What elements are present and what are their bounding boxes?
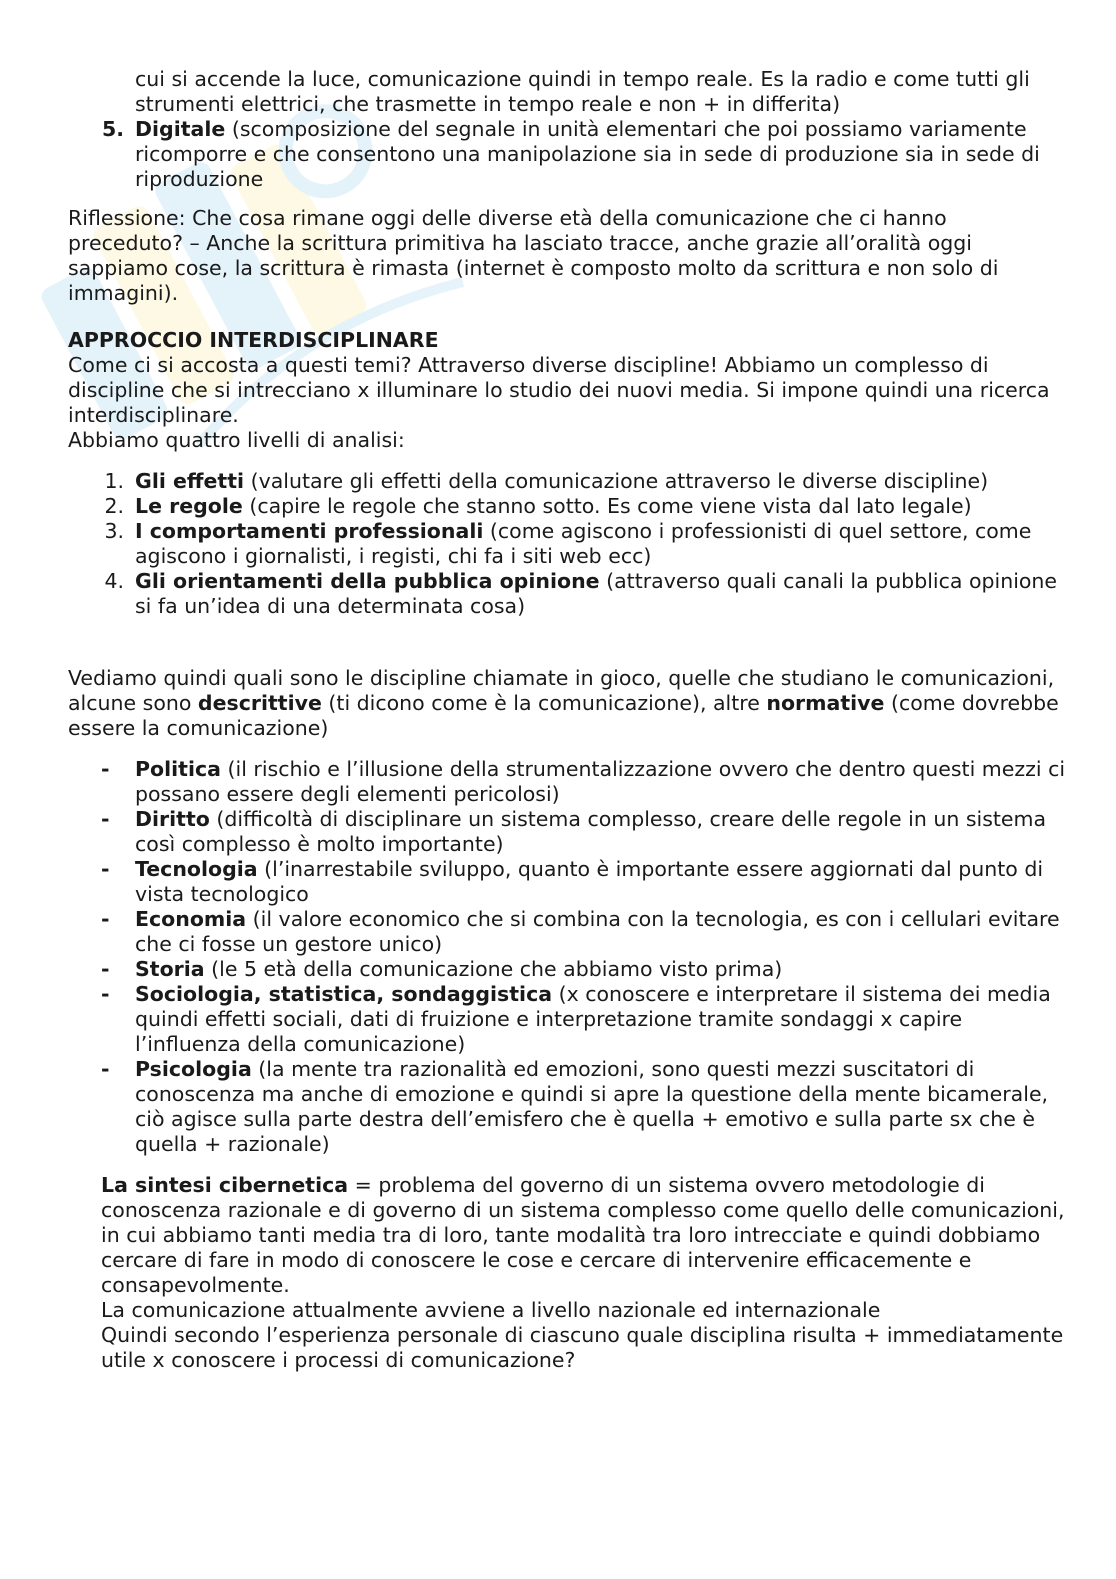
reflection-paragraph: Riflessione: Che cosa rimane oggi delle diverse età della comunicazione che ci hanno preceduto? – Anche la scrittura primitiva ha lasciato tracce, anche grazie all’oralità oggi sappiamo cose, la scrittura è rimasta (internet è composto molto da scrittura e non solo di immagini). xyxy=(68,206,999,305)
list-item-text: (x conoscere e interpretare il sistema dei media quindi effetti sociali, dati di fruizione e interpretazione tramite sondaggi x capire l’influenza della comunicazione) xyxy=(135,982,1051,1056)
list-item-title: Tecnologia xyxy=(135,857,258,881)
list-item-title: Gli effetti xyxy=(135,469,245,493)
list-item-text: (come agiscono i professionisti di quel settore, come agiscono i giornalisti, i registi, chi fa i siti web ecc) xyxy=(135,519,1032,568)
synthesis-paragraph xyxy=(101,1173,1068,1298)
bullet-dash: - xyxy=(101,857,110,881)
list-item-text: (il valore economico che si combina con la tecnologia, es con i cellulari evitare che ci fosse un gestore unico) xyxy=(135,907,1060,956)
list-item-title: Economia xyxy=(135,907,247,931)
cybernetic-synthesis xyxy=(68,1173,1068,1373)
bullet-dash: - xyxy=(101,757,110,781)
levels-list xyxy=(68,469,1068,619)
section-heading xyxy=(68,328,1068,353)
bullet-dash: - xyxy=(101,907,110,931)
list-item-title: Le regole xyxy=(135,494,243,518)
list-item-text: (il rischio e l’illusione della strumentalizzazione ovvero che dentro questi mezzi ci possano essere degli elementi pericolosi) xyxy=(135,757,1066,806)
ages-list-continuation xyxy=(68,117,1068,192)
list-item xyxy=(68,857,1068,907)
list-item-text: (le 5 età della comunicazione che abbiamo visto prima) xyxy=(204,957,783,981)
list-number: 3. xyxy=(104,519,124,543)
list-item-title: I comportamenti professionali xyxy=(135,519,484,543)
list-item xyxy=(68,1057,1068,1157)
bullet-dash: - xyxy=(101,982,110,1006)
list-number: 5. xyxy=(101,117,124,141)
synthesis-text: = problema del governo di un sistema ovvero metodologie di conoscenza razionale e di governo di un sistema complesso come quello delle comunicazioni, in cui abbiamo tanti media tra di loro, tante modalità tra loro intrecciate e quindi dobbiamo cercare di fare in modo di conoscere le cose e cercare di intervenire efficacemente e consapevolmente. xyxy=(101,1173,1065,1297)
intro-bold: normative xyxy=(766,691,885,715)
list-item-text: (valutare gli effetti della comunicazione attraverso le diverse discipline) xyxy=(244,469,989,493)
bullet-dash: - xyxy=(101,1057,110,1081)
list-item xyxy=(68,907,1068,957)
levels-intro: Abbiamo quattro livelli di analisi: xyxy=(68,428,405,452)
intro-text: (ti dicono come è la comunicazione), altre xyxy=(321,691,767,715)
intro-bold: descrittive xyxy=(197,691,322,715)
list-item xyxy=(68,519,1068,569)
list-number: 1. xyxy=(104,469,124,493)
list-item-text: (l’inarrestabile sviluppo, quanto è importante essere aggiornati dal punto di vista tecnologico xyxy=(135,857,1044,906)
list-item-title: Digitale xyxy=(135,117,226,141)
list-item-title: Politica xyxy=(135,757,221,781)
document-body xyxy=(68,67,1068,1373)
intro-text: Vediamo quindi quali sono le discipline chiamate in gioco, quelle che studiano le comunicazioni, alcune sono xyxy=(68,666,1055,715)
list-item xyxy=(68,469,1068,494)
heading-text: APPROCCIO INTERDISCIPLINARE xyxy=(68,328,439,352)
list-item-title: Diritto xyxy=(135,807,210,831)
list-item-text: (capire le regole che stanno sotto. Es come viene vista dal lato legale) xyxy=(242,494,972,518)
list-number: 4. xyxy=(104,569,124,593)
list-item xyxy=(68,807,1068,857)
list-item-title: Psicologia xyxy=(135,1057,252,1081)
list-item-text: (scomposizione del segnale in unità elementari che poi possiamo variamente ricomporre e che consentono una manipolazione sia in sede di produzione sia in sede di riproduzione xyxy=(135,117,1040,191)
list-item-text: (attraverso quali canali la pubblica opinione si fa un’idea di una determinata cosa) xyxy=(135,569,1058,618)
list-item xyxy=(68,569,1068,619)
synthesis-question: Quindi secondo l’esperienza personale di ciascuno quale disciplina risulta + immediatamente utile x conoscere i processi di comunicazione? xyxy=(101,1323,1064,1372)
list-item xyxy=(68,117,1068,192)
list-item-text: (difficoltà di disciplinare un sistema complesso, creare delle regole in un sistema così complesso è molto importante) xyxy=(135,807,1047,856)
list-number: 2. xyxy=(104,494,124,518)
list-item-text: (la mente tra razionalità ed emozioni, sono questi mezzi suscitatori di conoscenza ma anche di emozione e quindi si apre la questione della mente bicamerale, ciò agisce sulla parte destra dell’emisfero che è quella + emotivo e sulla parte sx che è quella + razionale) xyxy=(135,1057,1049,1156)
list-item xyxy=(68,757,1068,807)
list-item-title: Sociologia, statistica, sondaggistica xyxy=(135,982,553,1006)
list-item xyxy=(68,957,1068,982)
list-item-title: Gli orientamenti della pubblica opinione xyxy=(135,569,600,593)
synthesis-title: La sintesi cibernetica xyxy=(101,1173,349,1197)
continuation-line: cui si accende la luce, comunicazione quindi in tempo reale. Es la radio e come tutti gli strumenti elettrici, che trasmette in tempo reale e non + in differita) xyxy=(135,67,1030,116)
list-item-title: Storia xyxy=(135,957,205,981)
disciplines-intro xyxy=(68,666,1068,741)
disciplines-list xyxy=(68,757,1068,1157)
list-item xyxy=(68,494,1068,519)
approach-intro: Come ci si accosta a questi temi? Attraverso diverse discipline! Abbiamo un complesso di discipline che si intrecciano x illuminare lo studio dei nuovi media. Si impone quindi una ricerca interdisciplinare. xyxy=(68,353,1050,427)
continuation-text xyxy=(68,67,1068,117)
list-item xyxy=(68,982,1068,1057)
bullet-dash: - xyxy=(101,807,110,831)
intro-text: (come dovrebbe essere la comunicazione) xyxy=(68,691,1059,740)
bullet-dash: - xyxy=(101,957,110,981)
synthesis-line: La comunicazione attualmente avviene a livello nazionale ed internazionale xyxy=(101,1298,881,1322)
